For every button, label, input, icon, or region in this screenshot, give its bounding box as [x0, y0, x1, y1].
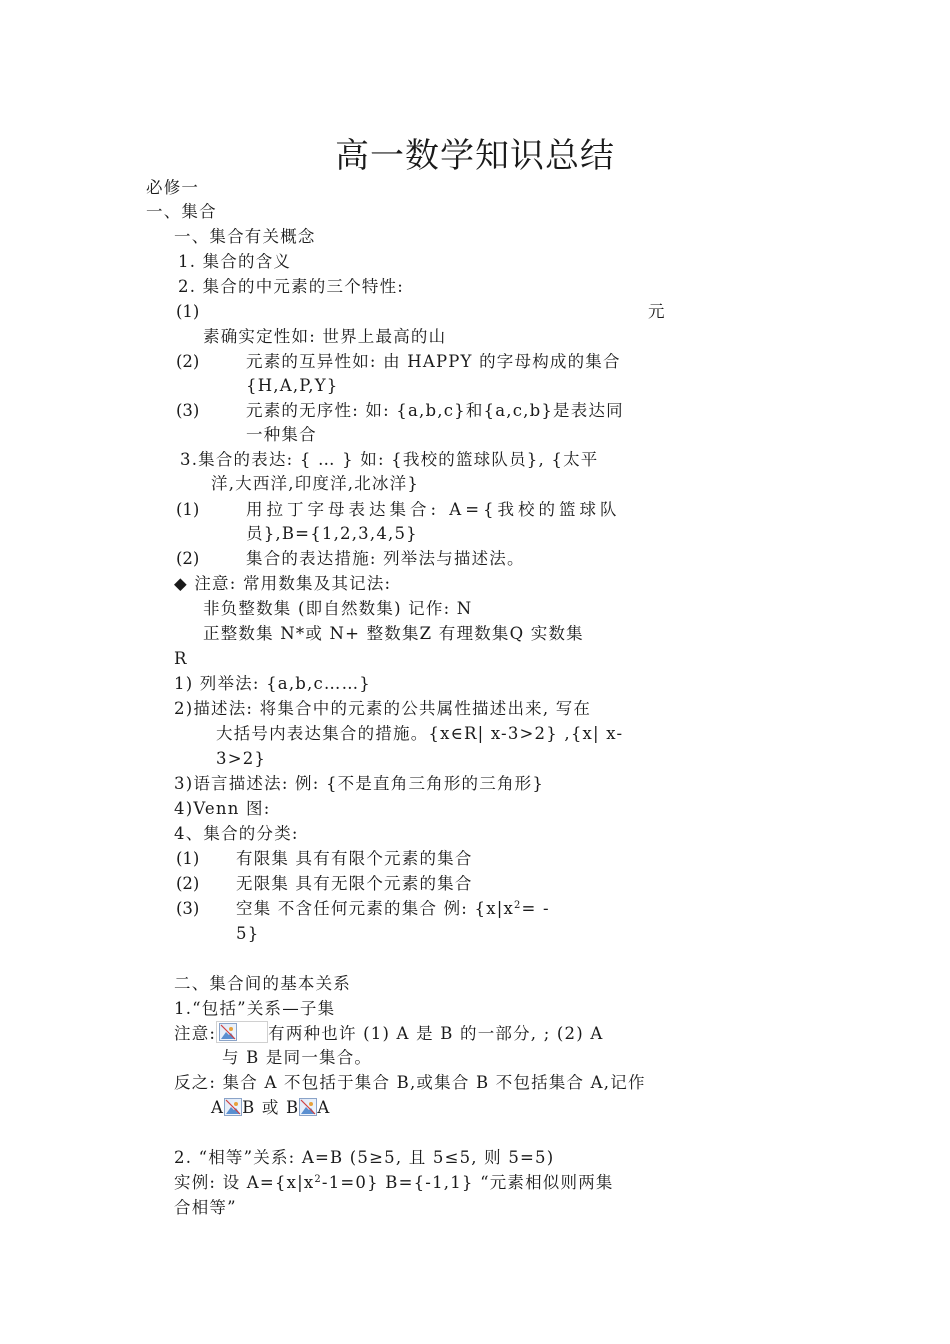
text-fragment: = - — [521, 899, 550, 918]
list-item: 1) 列举法: {a,b,c……} — [174, 674, 372, 693]
module-label: 必修一 — [146, 178, 200, 197]
text-line: 用拉丁字母表达集合: A={我校的篮球队 — [246, 500, 621, 519]
chapter-heading: 一、集合 — [146, 202, 217, 221]
list-item: 4)Venn 图: — [174, 799, 271, 818]
text-line: 反之: 集合 A 不包括于集合 B,或集合 B 不包括集合 A,记作 — [174, 1073, 646, 1092]
text-line: 一种集合 — [246, 425, 317, 444]
text-fragment: -1=0} B={-1,1} “元素相似则两集 — [321, 1173, 614, 1192]
list-item: 1. 集合的含义 — [178, 252, 292, 271]
text-line: 有限集 具有有限个元素的集合 — [236, 849, 473, 868]
text-line: 元素的互异性如: 由 HAPPY 的字母构成的集合 — [246, 352, 621, 371]
section-heading: 二、集合间的基本关系 — [174, 974, 351, 993]
text-line: {H,A,P,Y} — [246, 376, 339, 395]
item-number: (1) — [176, 849, 200, 868]
text-fragment: 实例: 设 A={x|x — [174, 1173, 315, 1192]
list-item: 1.“包括”关系—子集 — [174, 999, 336, 1018]
note-line: ◆ 注意: 常用数集及其记法: — [174, 574, 392, 593]
list-item: 2. “相等”关系: A=B (5≥5, 且 5≤5, 则 5=5) — [174, 1148, 555, 1167]
broken-image-frame — [216, 1021, 268, 1043]
text-fragment: 有两种也许 (1) A 是 B 的一部分, ; (2) A — [268, 1024, 604, 1043]
list-item: 2. 集合的中元素的三个特性: — [178, 277, 405, 296]
text-fragment: B 或 B — [242, 1098, 300, 1117]
text-line: 与 B 是同一集合。 — [222, 1048, 373, 1067]
item-number: (1) — [176, 500, 200, 519]
list-item: 3)语言描述法: 例: {不是直角三角形的三角形} — [174, 774, 545, 793]
text-line — [236, 897, 550, 921]
broken-image-icon — [219, 1023, 237, 1041]
item-number: (2) — [176, 549, 200, 568]
text-line: 合相等” — [174, 1198, 237, 1217]
list-item: 2)描述法: 将集合中的元素的公共属性描述出来, 写在 — [174, 699, 592, 718]
page-title: 高一数学知识总结 — [335, 136, 615, 176]
text-line — [174, 1021, 603, 1046]
text-line: 洋,大西洋,印度洋,北冰洋} — [211, 474, 420, 493]
superscript: 2 — [513, 900, 522, 911]
item-number: (3) — [176, 401, 200, 420]
item-number: (2) — [176, 352, 200, 371]
list-item: 4、集合的分类: — [174, 824, 299, 843]
text-line: R — [174, 649, 188, 668]
list-item: 3.集合的表达: { … } 如: {我校的篮球队员}, {太平 — [180, 450, 599, 469]
item-number: (2) — [176, 874, 200, 893]
text-line: 素确实定性如: 世界上最高的山 — [203, 327, 447, 346]
text-line — [174, 1171, 614, 1195]
text-line: 非负整数集 (即自然数集) 记作: N — [203, 599, 473, 618]
text-line: 集合的表达措施: 列举法与描述法。 — [246, 549, 525, 568]
text-line: 员},B={1,2,3,4,5} — [246, 524, 418, 543]
text-line: 元素的无序性: 如: {a,b,c}和{a,c,b}是表达同 — [246, 401, 624, 420]
section-heading: 一、集合有关概念 — [174, 227, 316, 246]
text-fragment: 元 — [648, 302, 665, 321]
broken-image-icon — [224, 1098, 242, 1116]
item-number: (1) — [176, 302, 200, 321]
item-number: (3) — [176, 899, 200, 918]
text-line: 3>2} — [216, 749, 267, 768]
text-line — [211, 1096, 331, 1120]
text-line: 正整数集 N*或 N+ 整数集Z 有理数集Q 实数集 — [203, 624, 584, 643]
superscript: 2 — [314, 1174, 322, 1185]
text-line: 大括号内表达集合的措施。{x∈R| x-3>2} ,{x| x- — [216, 724, 624, 743]
broken-image-icon — [299, 1098, 317, 1116]
text-fragment: A — [317, 1098, 331, 1117]
text-fragment: 空集 不含任何元素的集合 例: {x|x — [236, 899, 514, 918]
text-line: 无限集 具有无限个元素的集合 — [236, 874, 473, 893]
text-fragment: 注意: — [174, 1024, 217, 1043]
text-line: 5} — [236, 924, 260, 943]
text-fragment: A — [211, 1098, 225, 1117]
